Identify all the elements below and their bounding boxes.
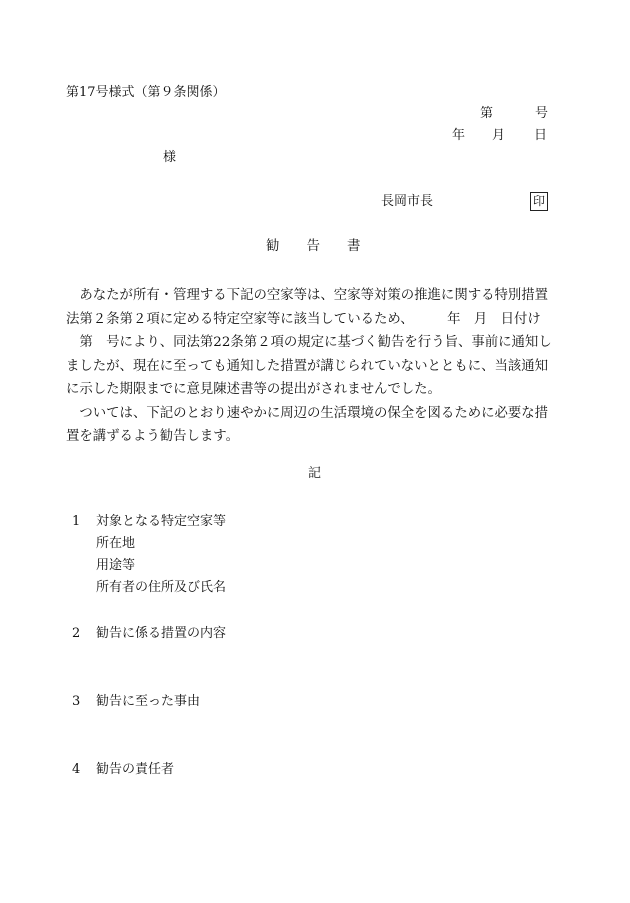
- item-4-number: 4: [72, 762, 81, 777]
- ki-heading: 記: [308, 466, 322, 481]
- body-line: 第 号により、同法第22条第２項の規定に基づく勧告を行う旨、事前に通知し: [66, 335, 552, 350]
- item-1-label: 対象となる特定空家等: [96, 514, 227, 529]
- date-month: 月: [492, 128, 506, 143]
- body-line: ましたが、現在に至っても通知した措置が講じられていないとともに、当該通知: [66, 358, 549, 374]
- subitem-owner: 所有者の住所及び氏名: [96, 580, 227, 595]
- date-year: 年: [452, 128, 466, 143]
- issuer-name: 長岡市長: [381, 194, 434, 209]
- addressee-suffix: 様: [163, 150, 177, 165]
- item-3-label: 勧告に至った事由: [96, 694, 201, 709]
- body-line: あなたが所有・管理する下記の空家等は、空家等対策の推進に関する特別措置: [66, 288, 549, 303]
- item-2-label: 勧告に係る措置の内容: [96, 626, 227, 641]
- body-line: 置を講ずるよう勧告します。: [66, 429, 240, 444]
- date-day: 日: [534, 128, 548, 143]
- body-line: ついては、下記のとおり速やかに周辺の生活環境の保全を図るために必要な措: [66, 405, 549, 421]
- body-line: に示した期限までに意見陳述書等の提出がされませんでした。: [66, 382, 441, 397]
- seal-mark: 印: [530, 192, 548, 211]
- item-2-number: 2: [72, 626, 81, 641]
- item-3-number: 3: [72, 694, 81, 709]
- form-id: 第17号様式（第９条関係）: [66, 85, 226, 100]
- subitem-location: 所在地: [96, 536, 136, 551]
- doc-number-suffix: 号: [535, 106, 549, 121]
- item-1-number: 1: [72, 514, 81, 529]
- document-title: 勧 告 書: [266, 238, 361, 254]
- body-line: 法第２条第２項に定める特定空家等に該当しているため、 年 月 日付け: [66, 311, 541, 327]
- doc-number-prefix: 第: [480, 106, 494, 121]
- body-paragraph: [66, 284, 570, 449]
- subitem-usage: 用途等: [96, 558, 136, 573]
- item-4-label: 勧告の責任者: [96, 762, 175, 777]
